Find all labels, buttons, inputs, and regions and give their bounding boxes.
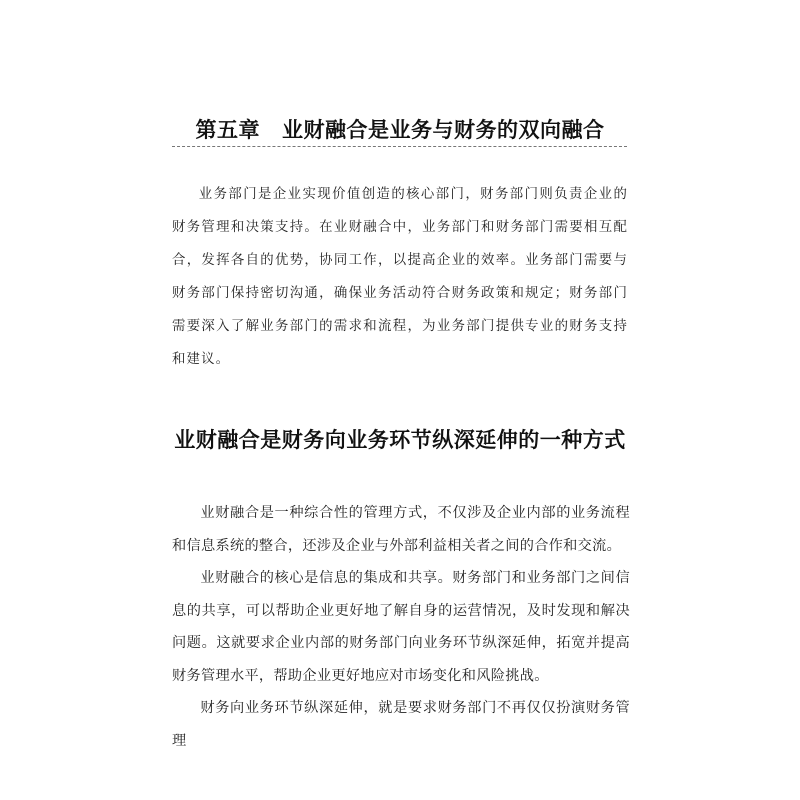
intro-paragraph: 业务部门是企业实现价值创造的核心部门，财务部门则负责企业的财务管理和决策支持。在业财融合中，业务部门和财务部门需要相互配合，发挥各自的优势，协同工作，以提高企业的效率。业务部门需要与财务部门保持密切沟通，确保业务活动符合财务政策和规定；财务部门需要深入了解业务部门的需求和流程，为业务部门提供专业的财务支持和建议。	[172, 187, 628, 367]
body-paragraph-3: 财务向业务环节纵深延伸，就是要求财务部门不再仅仅扮演财务管理	[172, 700, 630, 749]
body-paragraph-1: 业财融合是一种综合性的管理方式，不仅涉及企业内部的业务流程和信息系统的整合，还涉及企业与外部利益相关者之间的合作和交流。	[172, 505, 630, 554]
body-paragraph-2: 业财融合的核心是信息的集成和共享。财务部门和业务部门之间信息的共享，可以帮助企业更好地了解自身的运营情况，及时发现和解决问题。这就要求企业内部的财务部门向业务环节纵深延伸，拓宽并提高财务管理水平，帮助企业更好地应对市场变化和风险挑战。	[172, 570, 630, 684]
section-body	[172, 497, 630, 757]
chapter-title	[0, 114, 800, 144]
chapter-number: 第五章	[195, 118, 260, 142]
chapter-title-text: 业财融合是业务与财务的双向融合	[282, 118, 605, 142]
section-title: 业财融合是财务向业务环节纵深延伸的一种方式	[174, 427, 626, 452]
title-divider	[172, 146, 627, 147]
